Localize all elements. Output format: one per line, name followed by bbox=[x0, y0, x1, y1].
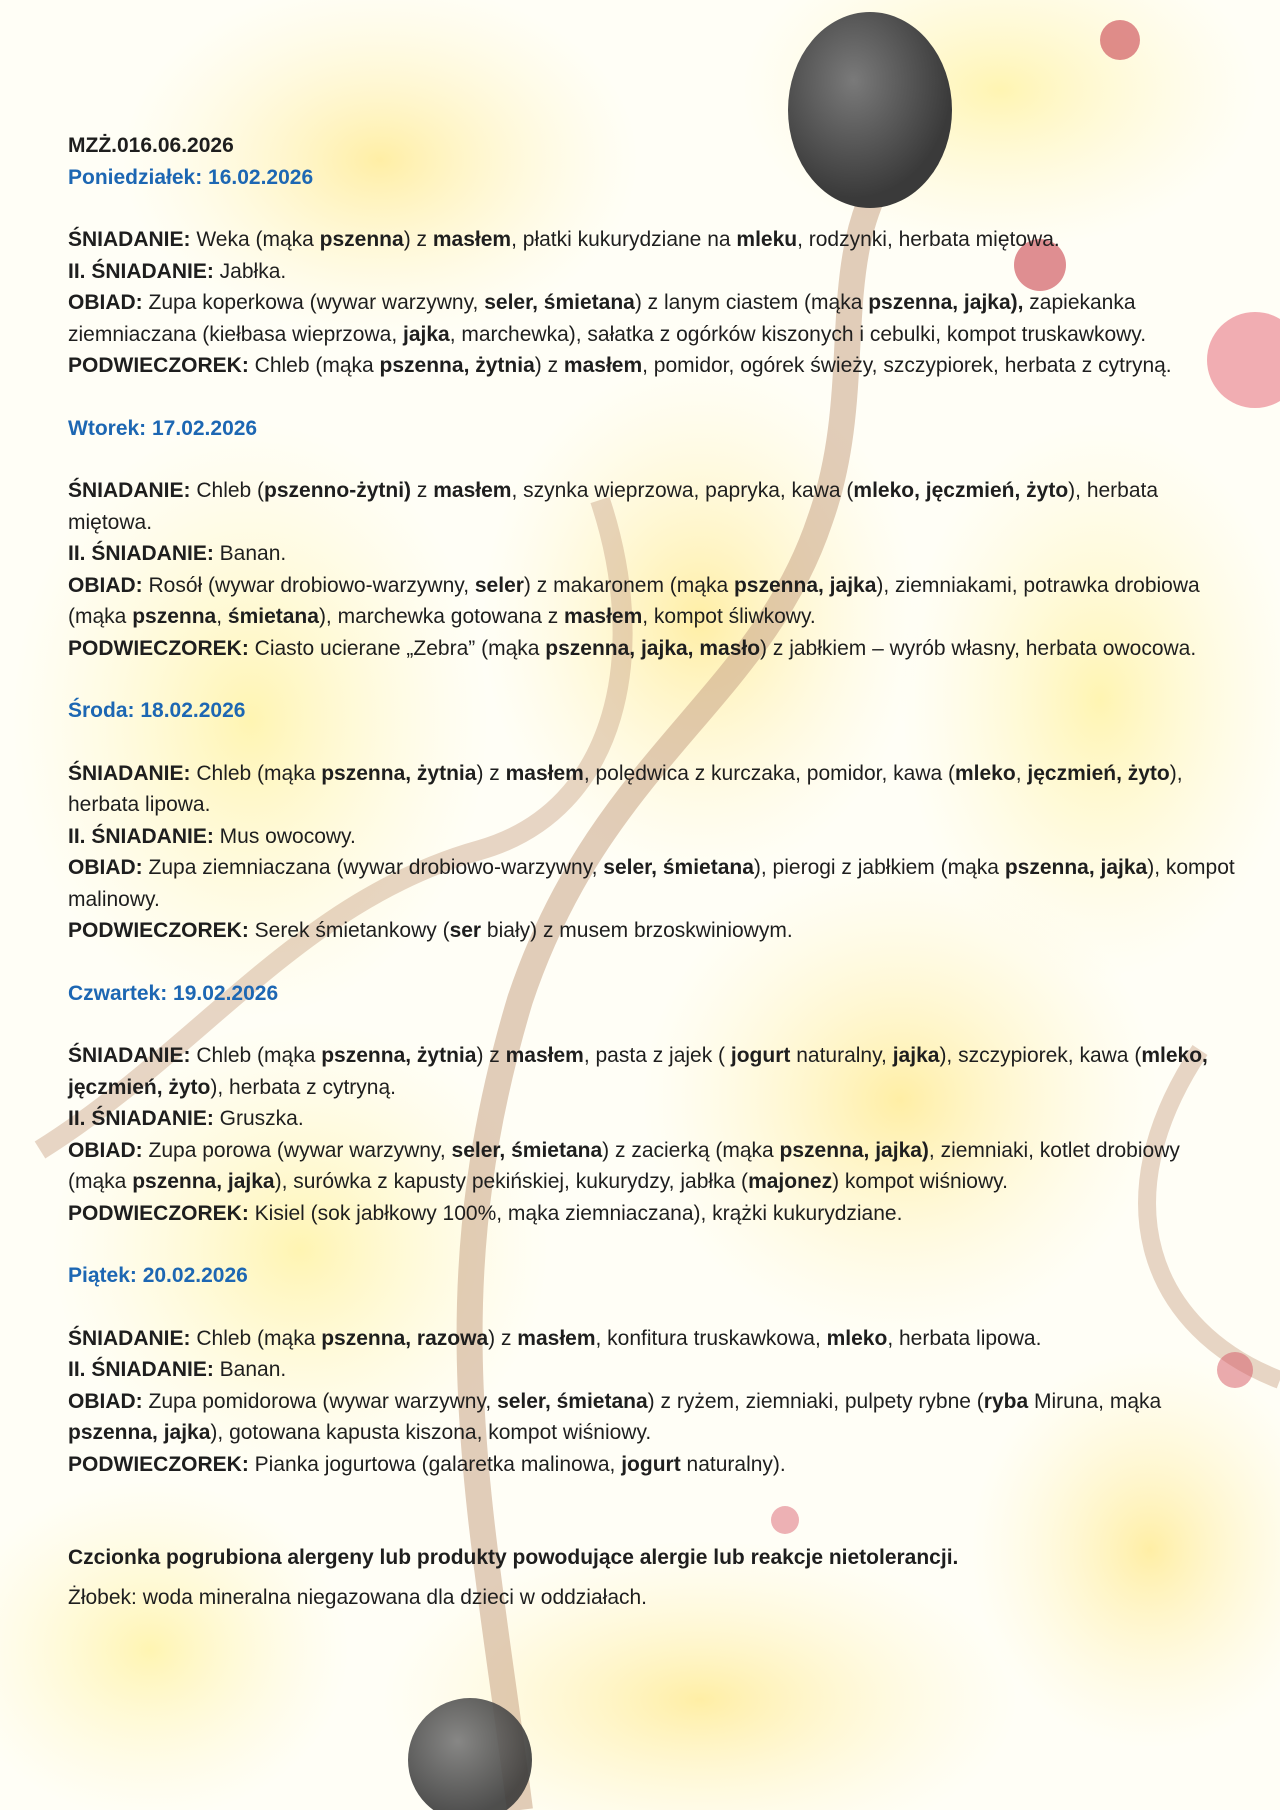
meal-list bbox=[68, 475, 1238, 664]
day-heading: Poniedziałek: 16.02.2026 bbox=[68, 165, 314, 189]
afternoon-snack-line bbox=[68, 350, 1238, 382]
meal-text: zapiekanka ziemniaczana (kiełbasa wieprzowa, bbox=[68, 291, 1136, 346]
meal-text: ) z ryżem, ziemniaki, pulpety rybne ( bbox=[647, 1389, 984, 1413]
meal-text: , kompot śliwkowy. bbox=[642, 605, 816, 628]
meal-text: Chleb (mąka bbox=[190, 1044, 322, 1067]
meal-text: Jabłka. bbox=[213, 259, 287, 283]
allergen-text: masłem bbox=[517, 1326, 596, 1350]
allergen-text: seler, śmietana bbox=[484, 291, 635, 314]
meal-text: Chleb (mąka bbox=[190, 1326, 322, 1350]
day-section bbox=[68, 1260, 1238, 1480]
meal-label: PODWIECZOREK: bbox=[68, 354, 249, 377]
second-breakfast-line bbox=[68, 821, 1238, 853]
meal-label: OBIAD: bbox=[68, 573, 143, 597]
meal-text: ) z makaronem (mąka bbox=[523, 573, 734, 597]
afternoon-snack-line bbox=[68, 633, 1238, 665]
meal-text: Zupa porowa (wywar warzywny, bbox=[142, 1138, 452, 1162]
meal-list bbox=[68, 1323, 1238, 1481]
meal-text: , szynka wieprzowa, papryka, kawa ( bbox=[511, 479, 854, 502]
meal-text: ), herbata miętowa. bbox=[68, 479, 1159, 534]
allergen-text: ryba bbox=[983, 1389, 1029, 1413]
allergen-text: pszenna, jajka), bbox=[868, 291, 1024, 314]
allergen-text: jajka bbox=[892, 1044, 940, 1067]
day-heading: Środa: 18.02.2026 bbox=[68, 699, 246, 722]
meal-label: II. ŚNIADANIE: bbox=[68, 1358, 214, 1381]
meal-text: ), szczypiorek, kawa ( bbox=[939, 1044, 1142, 1067]
meal-label: ŚNIADANIE: bbox=[68, 1326, 191, 1350]
meal-text: ), gotowana kapusta kiszona, kompot wiśniowy. bbox=[210, 1421, 652, 1444]
allergen-text: mleko bbox=[955, 761, 1016, 785]
meal-label: II. ŚNIADANIE: bbox=[68, 259, 214, 283]
meal-text: ), kompot malinowy. bbox=[68, 856, 1235, 911]
meal-text: ), ziemniakami, potrawka drobiowa (mąka bbox=[68, 573, 1200, 628]
allergen-text: masłem bbox=[563, 354, 643, 377]
meal-list bbox=[68, 1040, 1238, 1229]
meal-list bbox=[68, 758, 1238, 947]
meal-text: Banan. bbox=[213, 542, 287, 565]
meal-text: Weka (mąka bbox=[190, 228, 320, 251]
second-breakfast-line bbox=[68, 538, 1238, 570]
second-breakfast-line bbox=[68, 1354, 1238, 1386]
allergen-text: pszenna bbox=[132, 605, 217, 628]
meal-text: ), herbata z cytryną. bbox=[210, 1075, 396, 1099]
meal-text: biały) z musem brzoskwiniowym. bbox=[481, 919, 793, 942]
meal-label: ŚNIADANIE: bbox=[68, 228, 191, 251]
allergen-text: seler, śmietana bbox=[603, 856, 754, 879]
meal-label: PODWIECZOREK: bbox=[68, 636, 249, 660]
meal-text: ) z bbox=[476, 1044, 506, 1067]
meal-text: Gruszka. bbox=[213, 1107, 304, 1130]
meal-text: Chleb (mąka bbox=[248, 354, 380, 377]
allergen-text: jogurt bbox=[621, 1452, 681, 1476]
meal-text: , bbox=[216, 605, 228, 628]
meal-label: ŚNIADANIE: bbox=[68, 761, 191, 785]
lunch-line bbox=[68, 287, 1238, 350]
day-heading: Czwartek: 19.02.2026 bbox=[68, 981, 279, 1005]
meal-text: , konfitura truskawkowa, bbox=[595, 1326, 827, 1350]
meal-text: ) z zacierką (mąka bbox=[602, 1138, 780, 1162]
meal-label: II. ŚNIADANIE: bbox=[68, 824, 214, 848]
meal-text: Banan. bbox=[213, 1358, 287, 1381]
lunch-line bbox=[68, 570, 1238, 633]
meal-text: ) z jabłkiem – wyrób własny, herbata owocowa. bbox=[760, 636, 1197, 660]
meal-label: OBIAD: bbox=[68, 856, 143, 879]
allergen-text: mleko, jęczmień, żyto bbox=[853, 479, 1069, 502]
allergen-text: pszenna, jajka bbox=[132, 1170, 275, 1193]
document-code: MZŻ.016.06.2026 bbox=[68, 134, 234, 157]
day-section bbox=[68, 695, 1238, 947]
allergen-text: pszenna, jajka bbox=[68, 1421, 211, 1444]
meal-text: Zupa ziemniaczana (wywar drobiowo-warzywny, bbox=[142, 856, 604, 879]
lunch-line bbox=[68, 1386, 1238, 1449]
breakfast-line bbox=[68, 1323, 1238, 1355]
meal-text: naturalny, bbox=[790, 1044, 893, 1067]
meal-text: , rodzynki, herbata miętowa. bbox=[797, 228, 1060, 251]
second-breakfast-line bbox=[68, 256, 1238, 288]
allergen-text: pszenna, jajka, masło bbox=[545, 636, 761, 660]
meal-label: II. ŚNIADANIE: bbox=[68, 1107, 214, 1130]
allergen-text: mleko bbox=[826, 1326, 888, 1350]
allergen-text: pszenna, żytnia bbox=[321, 761, 477, 785]
meal-text: ) z bbox=[476, 761, 506, 785]
meal-text: Chleb ( bbox=[190, 479, 265, 502]
allergen-text: pszenno-żytni) bbox=[264, 479, 412, 502]
allergen-text: seler, śmietana bbox=[451, 1138, 603, 1162]
meal-text: ), surówka z kapusty pekińskiej, kukurydzy, jabłka ( bbox=[274, 1170, 749, 1193]
meal-text: ), marchewka gotowana z bbox=[318, 605, 565, 628]
meal-list bbox=[68, 224, 1238, 382]
allergen-text: mleko, jęczmień, żyto bbox=[68, 1044, 1208, 1099]
meal-label: PODWIECZOREK: bbox=[68, 919, 249, 942]
afternoon-snack-line bbox=[68, 915, 1238, 947]
meal-text: , pomidor, ogórek świeży, szczypiorek, herbata z cytryną. bbox=[642, 354, 1172, 377]
allergen-note: Czcionka pogrubiona alergeny lub produkty powodujące alergie lub reakcje nietolerancji. bbox=[68, 1546, 959, 1569]
allergen-text: masłem bbox=[505, 761, 584, 785]
meal-label: OBIAD: bbox=[68, 1138, 143, 1162]
breakfast-line bbox=[68, 758, 1238, 821]
meal-text: ), pierogi z jabłkiem (mąka bbox=[753, 856, 1005, 879]
day-heading: Piątek: 20.02.2026 bbox=[68, 1264, 248, 1287]
allergen-text: pszenna, jajka bbox=[733, 573, 877, 597]
meal-text: , bbox=[1015, 761, 1028, 785]
menu-document bbox=[68, 130, 1238, 1613]
meal-text: ) z bbox=[403, 228, 433, 251]
allergen-text: ser bbox=[449, 919, 482, 942]
meal-text: Serek śmietankowy ( bbox=[248, 919, 450, 942]
meal-text: Mus owocowy. bbox=[213, 824, 356, 848]
meal-label: II. ŚNIADANIE: bbox=[68, 542, 214, 565]
meal-text: z bbox=[411, 479, 434, 502]
meal-text: Miruna, mąka bbox=[1028, 1389, 1162, 1413]
meal-text: Pianka jogurtowa (galaretka malinowa, bbox=[248, 1452, 622, 1476]
meal-text: Kisiel (sok jabłkowy 100%, mąka ziemniaczana), krążki kukurydziane. bbox=[248, 1201, 903, 1225]
meal-label: PODWIECZOREK: bbox=[68, 1201, 249, 1225]
meal-text: , ziemniaki, kotlet drobiowy (mąka bbox=[68, 1138, 1180, 1193]
meal-text: Zupa koperkowa (wywar warzywny, bbox=[142, 291, 485, 314]
meal-label: OBIAD: bbox=[68, 1389, 143, 1413]
allergen-text: pszenna, razowa bbox=[321, 1326, 489, 1350]
meal-text: ) z bbox=[488, 1326, 518, 1350]
allergen-text: mleku bbox=[736, 228, 798, 251]
meal-label: ŚNIADANIE: bbox=[68, 479, 191, 502]
meal-text: , polędwica z kurczaka, pomidor, kawa ( bbox=[583, 761, 955, 785]
allergen-text: pszenna, jajka) bbox=[779, 1138, 929, 1162]
meal-text: Chleb (mąka bbox=[190, 761, 322, 785]
days-container bbox=[68, 162, 1238, 1481]
allergen-text: pszenna bbox=[319, 228, 404, 251]
day-section bbox=[68, 162, 1238, 382]
breakfast-line bbox=[68, 1040, 1238, 1103]
allergen-text: majonez bbox=[748, 1170, 833, 1193]
allergen-text: seler, śmietana bbox=[497, 1389, 648, 1413]
lunch-line bbox=[68, 852, 1238, 915]
meal-label: PODWIECZOREK: bbox=[68, 1452, 249, 1476]
meal-text: , marchewka), sałatka z ogórków kiszonych i cebulki, kompot truskawkowy. bbox=[449, 322, 1147, 346]
allergen-text: pszenna, żytnia bbox=[379, 354, 535, 377]
day-section bbox=[68, 978, 1238, 1230]
meal-text: Zupa pomidorowa (wywar warzywny, bbox=[142, 1389, 498, 1413]
allergen-text: jęczmień, żyto bbox=[1027, 761, 1170, 785]
meal-label: OBIAD: bbox=[68, 291, 143, 314]
allergen-text: masłem bbox=[564, 605, 643, 628]
meal-text: ) z lanym ciastem (mąka bbox=[634, 291, 869, 314]
allergen-text: jajka bbox=[403, 322, 450, 346]
meal-text: , herbata lipowa. bbox=[887, 1326, 1042, 1350]
day-heading: Wtorek: 17.02.2026 bbox=[68, 416, 258, 440]
footer-note: Żłobek: woda mineralna niegazowana dla dzieci w oddziałach. bbox=[68, 1585, 648, 1609]
allergen-text: masłem bbox=[505, 1044, 584, 1067]
afternoon-snack-line bbox=[68, 1198, 1238, 1230]
breakfast-line bbox=[68, 224, 1238, 256]
allergen-text: seler bbox=[474, 573, 524, 597]
allergen-text: śmietana bbox=[227, 605, 319, 628]
meal-text: ), herbata lipowa. bbox=[68, 761, 1183, 816]
second-breakfast-line bbox=[68, 1103, 1238, 1135]
meal-text: , pasta z jajek ( bbox=[583, 1044, 731, 1067]
allergen-text: pszenna, żytnia bbox=[321, 1044, 477, 1067]
meal-label: ŚNIADANIE: bbox=[68, 1044, 191, 1067]
meal-text: , płatki kukurydziane na bbox=[511, 228, 737, 251]
breakfast-line bbox=[68, 475, 1238, 538]
meal-text: naturalny). bbox=[680, 1452, 786, 1476]
allergen-text: pszenna, jajka bbox=[1004, 856, 1148, 879]
allergen-text: masłem bbox=[432, 228, 512, 251]
lunch-line bbox=[68, 1135, 1238, 1198]
allergen-text: masłem bbox=[433, 479, 512, 502]
meal-text: ) z bbox=[534, 354, 564, 377]
afternoon-snack-line bbox=[68, 1449, 1238, 1481]
meal-text: ) kompot wiśniowy. bbox=[832, 1170, 1008, 1193]
meal-text: Rosół (wywar drobiowo-warzywny, bbox=[142, 573, 475, 597]
day-section bbox=[68, 413, 1238, 665]
meal-text: Ciasto ucierane „Zebra” (mąka bbox=[248, 636, 546, 660]
allergen-text: jogurt bbox=[730, 1044, 791, 1067]
